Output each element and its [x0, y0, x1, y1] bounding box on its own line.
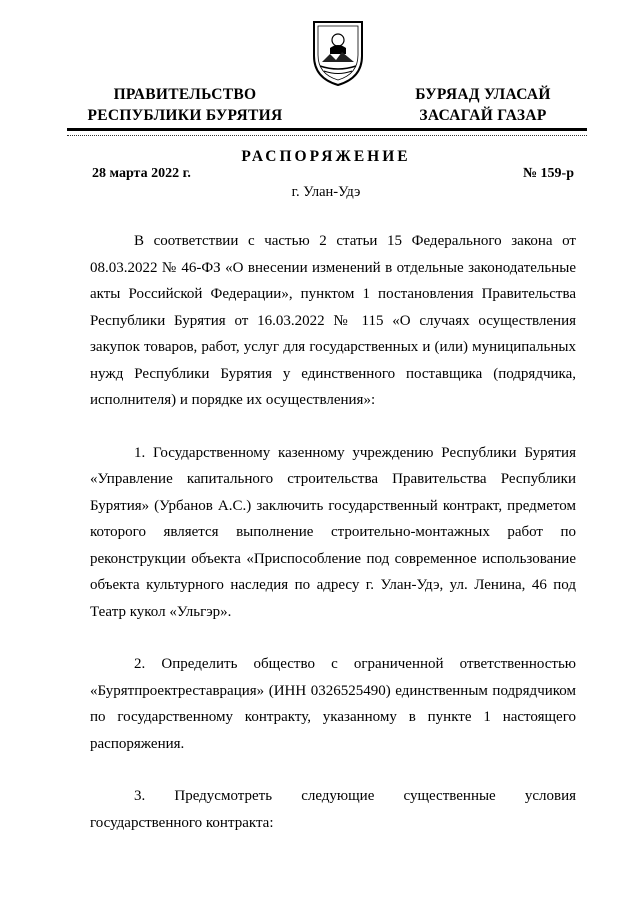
item-1-paragraph: 1. Государственному казенному учреждению Республики Бурятия «Управление капитального строительства Правительства Республики Бурятия» (Урбанов А.С.) заключить государственный контракт, предметом которого является выполнение строительно-монтажных работ по реконструкции объекта «Приспособление под современное использование объекта культурного наследия по адресу г. Улан-Удэ, ул. Ленина, 46 под Театр кукол «Ульгэр». [90, 444, 576, 620]
header-divider-thick [67, 128, 587, 131]
document-city: г. Улан-Удэ [291, 184, 361, 200]
document-number: № 159-р [522, 166, 574, 181]
government-name-buryat [408, 84, 558, 126]
government-name-line1: ПРАВИТЕЛЬСТВО [113, 86, 257, 103]
document-date: 28 марта 2022 г. [92, 166, 191, 181]
government-name-buryat-line2: ЗАСАГАЙ ГАЗАР [419, 107, 547, 124]
government-name-line2: РЕСПУБЛИКИ БУРЯТИЯ [87, 107, 283, 124]
header-divider-dotted [67, 135, 587, 136]
preamble-paragraph: В соответствии с частью 2 статьи 15 Федерального закона от 08.03.2022 № 46-ФЗ «О внесении изменений в отдельные законодательные акты Российской Федерации», пунктом 1 постановления Правительства Республики Бурятия от 16.03.2022 № 115 «О случаях осуществления закупок товаров, работ, услуг для государственных и (или) муниципальных нужд Республики Бурятия у единственного поставщика (подрядчика, исполнителя) и порядке их осуществления»: [90, 233, 576, 408]
coat-of-arms-emblem [308, 18, 368, 88]
government-name-buryat-line1: БУРЯАД УЛАСАЙ [415, 86, 551, 103]
government-name-russian [82, 84, 288, 126]
item-3-paragraph: 3. Предусмотреть следующие существенные условия государственного контракта: [90, 788, 576, 831]
document-body [90, 228, 576, 836]
document-type-title: РАСПОРЯЖЕНИЕ [241, 148, 411, 165]
item-2-paragraph: 2. Определить общество с ограниченной ответственностью «Бурятпроектреставрация» (ИНН 0326525490) единственным подрядчиком по государственному контракту, указанному в пункте 1 настоящего распоряжения. [90, 656, 576, 752]
